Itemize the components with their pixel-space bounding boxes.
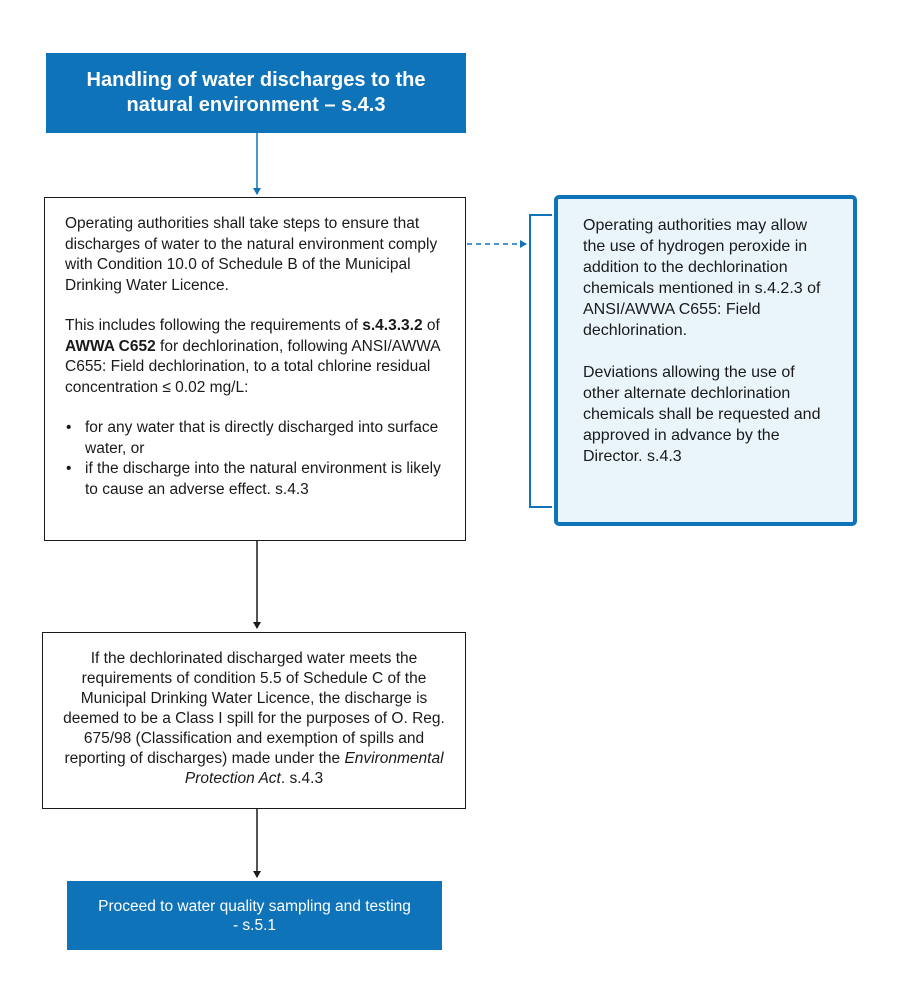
list-item <box>65 459 447 500</box>
requirements-box <box>44 197 466 541</box>
requirements-para-2 <box>65 316 447 398</box>
requirements-bullet-list <box>65 418 447 500</box>
act-name-italic: Environmental Protection Act <box>184 750 444 787</box>
para2-pre: This includes following the requirements of <box>65 317 363 334</box>
title-text: Handling of water discharges to the natural environment – s.4.3 <box>86 69 426 116</box>
spill-text-post: . s.4.3 <box>280 770 324 787</box>
title-box <box>46 53 466 133</box>
requirements-para-1: Operating authorities shall take steps to ensure that discharges of water to the natural environment comply with Condition 10.0 of Schedule B of the Municipal Drinking Water Licence. <box>65 215 438 294</box>
section-ref-bold: s.4.3.3.2 <box>362 317 423 334</box>
class-i-spill-box <box>42 632 466 809</box>
proceed-box <box>67 881 442 950</box>
bullet-text: if the discharge into the natural environment is likely to cause an adverse effect. s.4.3 <box>85 460 441 498</box>
hydrogen-peroxide-note-box <box>554 195 857 526</box>
side-bracket <box>530 215 552 507</box>
standard-ref-bold: AWWA C652 <box>65 337 156 355</box>
spill-text-pre: If the dechlorinated discharged water meets the requirements of condition 5.5 of Schedule C of the Municipal Drinking Water Licence, the discharge is deemed to be a Class I spill for the purposes of O. Reg. 675/98 (Classification and exemption of spills and reporting of discharges) made under the <box>63 650 445 767</box>
bullet-text: for any water that is directly discharged into surface water, or <box>85 419 439 457</box>
note-para-1: Operating authorities may allow the use of hydrogen peroxide in addition to the dechlorination chemicals mentioned in s.4.2.3 of ANSI/AWWA C655: Field dechlorination. <box>583 217 821 339</box>
para2-post: for dechlorination, following ANSI/AWWA C655: Field dechlorination, to a total chlorine residual concentration ≤ 0.02 mg/L: <box>65 337 440 396</box>
proceed-text: Proceed to water quality sampling and testing - s.5.1 <box>98 897 411 934</box>
para2-mid: of <box>422 317 440 334</box>
bullet-icon: • <box>66 419 72 436</box>
note-para-2: Deviations allowing the use of other alternate dechlorination chemicals shall be requested and approved in advance by the Director. s.4.3 <box>583 364 821 465</box>
bullet-icon: • <box>66 460 72 477</box>
list-item <box>65 418 447 459</box>
